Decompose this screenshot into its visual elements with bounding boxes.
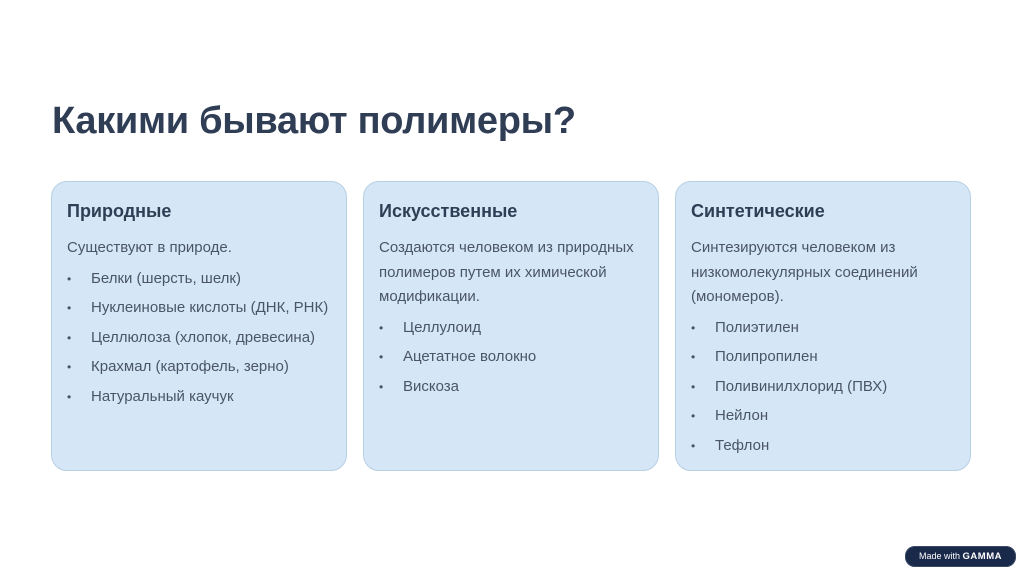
list-item-text: Натуральный каучук <box>91 387 234 405</box>
list-item-text: Вискоза <box>403 377 460 395</box>
card-synthetic <box>675 181 971 471</box>
list-item-text: Целлулоид <box>403 318 482 336</box>
card-heading: Синтетические <box>691 201 825 221</box>
bullet-icon: • <box>691 409 696 423</box>
card-heading: Природные <box>67 201 172 221</box>
card-artificial <box>363 181 659 471</box>
list-item-text: Поливинилхлорид (ПВХ) <box>715 377 888 395</box>
list-item <box>691 345 955 369</box>
bullet-icon: • <box>67 389 72 404</box>
list-item <box>379 316 643 340</box>
list-item <box>691 404 955 428</box>
card-description: Существуют в природе. <box>67 239 232 256</box>
bullet-icon: • <box>379 379 384 394</box>
gamma-logo: GAMMA <box>962 551 1002 562</box>
bullet-icon: • <box>67 301 72 315</box>
bullet-icon: • <box>379 320 384 335</box>
bullet-icon: • <box>691 438 696 453</box>
bullet-icon: • <box>67 330 72 345</box>
card-natural <box>51 181 347 471</box>
list-item-text: Нейлон <box>715 407 769 424</box>
bullet-icon: • <box>67 271 72 286</box>
card-description: Синтезируются человеком из низкомолекулярных соединений (мономеров). <box>691 239 918 305</box>
list-item-text: Ацетатное волокно <box>403 348 537 365</box>
list-item-text: Крахмал (картофель, зерно) <box>91 358 289 375</box>
bullet-icon: • <box>691 379 696 394</box>
list-item <box>67 267 331 291</box>
card-list <box>67 267 331 409</box>
list-item <box>67 355 331 379</box>
card-list <box>691 316 955 458</box>
list-item <box>67 296 331 320</box>
list-item <box>67 326 331 350</box>
bullet-icon: • <box>67 360 72 374</box>
list-item <box>379 375 643 399</box>
list-item <box>379 345 643 369</box>
list-item-text: Полипропилен <box>715 348 818 365</box>
list-item-text: Нуклеиновые кислоты (ДНК, РНК) <box>91 299 329 316</box>
card-heading: Искусственные <box>379 201 518 221</box>
cards-row <box>51 181 973 473</box>
list-item <box>67 385 331 409</box>
card-list <box>379 316 643 399</box>
list-item-text: Белки (шерсть, шелк) <box>91 269 241 287</box>
list-item-text: Тефлон <box>715 436 770 454</box>
list-item <box>691 434 955 458</box>
bullet-icon: • <box>379 350 384 364</box>
bullet-icon: • <box>691 350 696 364</box>
slide-title: Какими бывают полимеры? <box>52 100 576 142</box>
list-item <box>691 316 955 340</box>
list-item-text: Целлюлоза (хлопок, древесина) <box>91 328 316 346</box>
badge-prefix: Made with <box>919 551 961 561</box>
made-with-gamma-badge[interactable] <box>905 546 1016 567</box>
list-item <box>691 375 955 399</box>
list-item-text: Полиэтилен <box>715 318 799 336</box>
bullet-icon: • <box>691 320 696 335</box>
card-description: Создаются человеком из природных полимеров путем их химической модификации. <box>379 239 634 305</box>
